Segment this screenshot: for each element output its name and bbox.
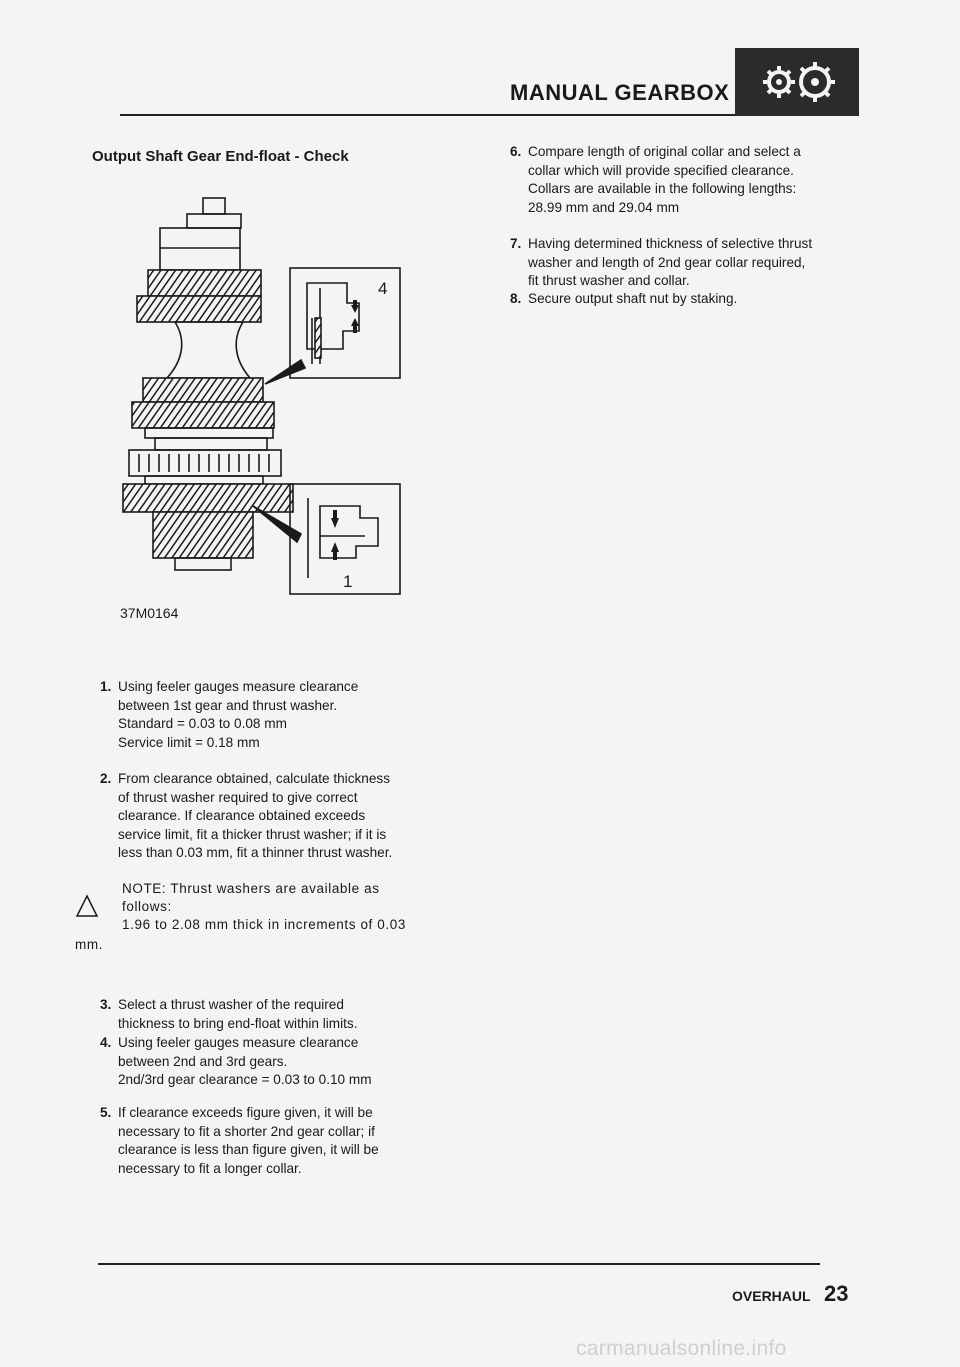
step-line: If clearance exceeds figure given, it will be [118,1105,373,1120]
step-line: From clearance obtained, calculate thickness [118,771,391,786]
watermark: carmanualsonline.info [576,1337,787,1360]
step-line: 28.99 mm and 29.04 mm [528,199,680,215]
step-line: Compare length of original collar and select a [528,144,801,159]
step-number: 2. [100,771,112,786]
step-7 [510,235,858,291]
step-number: 4. [100,1035,112,1050]
step-line: Secure output shaft nut by staking. [528,291,738,306]
section-title: Output Shaft Gear End-float - Check [92,148,349,165]
step-line: necessary to fit a longer collar. [118,1160,302,1176]
step-line: clearance. If clearance obtained exceeds [118,808,366,823]
step-number: 3. [100,997,112,1012]
step-line: Having determined thickness of selective thrust [528,236,813,251]
step-5 [100,1104,448,1178]
step-1 [100,678,448,752]
step-line: Using feeler gauges measure clearance [118,679,359,694]
page-number: 23 [824,1281,849,1306]
figure-reference: 37M0164 [120,605,179,621]
step-4 [100,1034,448,1090]
step-line: Select a thrust washer of the required [118,997,344,1012]
step-line: fit thrust washer and collar. [528,273,690,288]
step-number: 8. [510,291,522,306]
step-number: 1. [100,679,112,694]
step-line: Standard = 0.03 to 0.08 mm [118,716,287,731]
note-line: 1.96 to 2.08 mm thick in increments of 0.03 [122,917,406,932]
step-line: Using feeler gauges measure clearance [118,1035,359,1050]
step-line: between 1st gear and thrust washer. [118,697,338,713]
step-number: 6. [510,144,522,159]
gears-icon [735,48,859,116]
step-2 [100,770,448,863]
note-tail: mm. [75,937,104,952]
caution-triangle-icon [75,894,99,918]
step-number: 5. [100,1105,112,1120]
callout-label-4: 4 [378,279,388,298]
callout-label-1: 1 [343,572,353,591]
page-header-title: MANUAL GEARBOX [510,80,730,105]
footer-section-name: OVERHAUL [732,1288,811,1304]
note-line: NOTE: Thrust washers are available as [122,881,380,896]
step-3 [100,996,448,1033]
note-line: follows: [122,899,172,914]
step-line: washer and length of 2nd gear collar required, [528,254,806,270]
step-line: 2nd/3rd gear clearance = 0.03 to 0.10 mm [118,1072,372,1087]
step-line: Service limit = 0.18 mm [118,734,260,750]
step-line: necessary to fit a shorter 2nd gear collar; if [118,1123,375,1139]
header-rule [120,114,735,116]
step-8 [510,290,858,309]
step-line: Collars are available in the following lengths: [528,181,797,196]
step-line: service limit, fit a thicker thrust washer; if it is [118,826,387,842]
step-line: clearance is less than figure given, it will be [118,1142,379,1157]
footer-rule [98,1263,820,1265]
step-line: of thrust washer required to give correct [118,789,358,805]
step-line: between 2nd and 3rd gears. [118,1053,288,1069]
step-line: collar which will provide specified clearance. [528,162,794,178]
step-6 [510,143,858,217]
step-line: thickness to bring end-float within limits. [118,1015,358,1031]
step-line: less than 0.03 mm, fit a thinner thrust washer. [118,845,393,860]
output-shaft-figure [115,188,415,608]
step-number: 7. [510,236,522,251]
